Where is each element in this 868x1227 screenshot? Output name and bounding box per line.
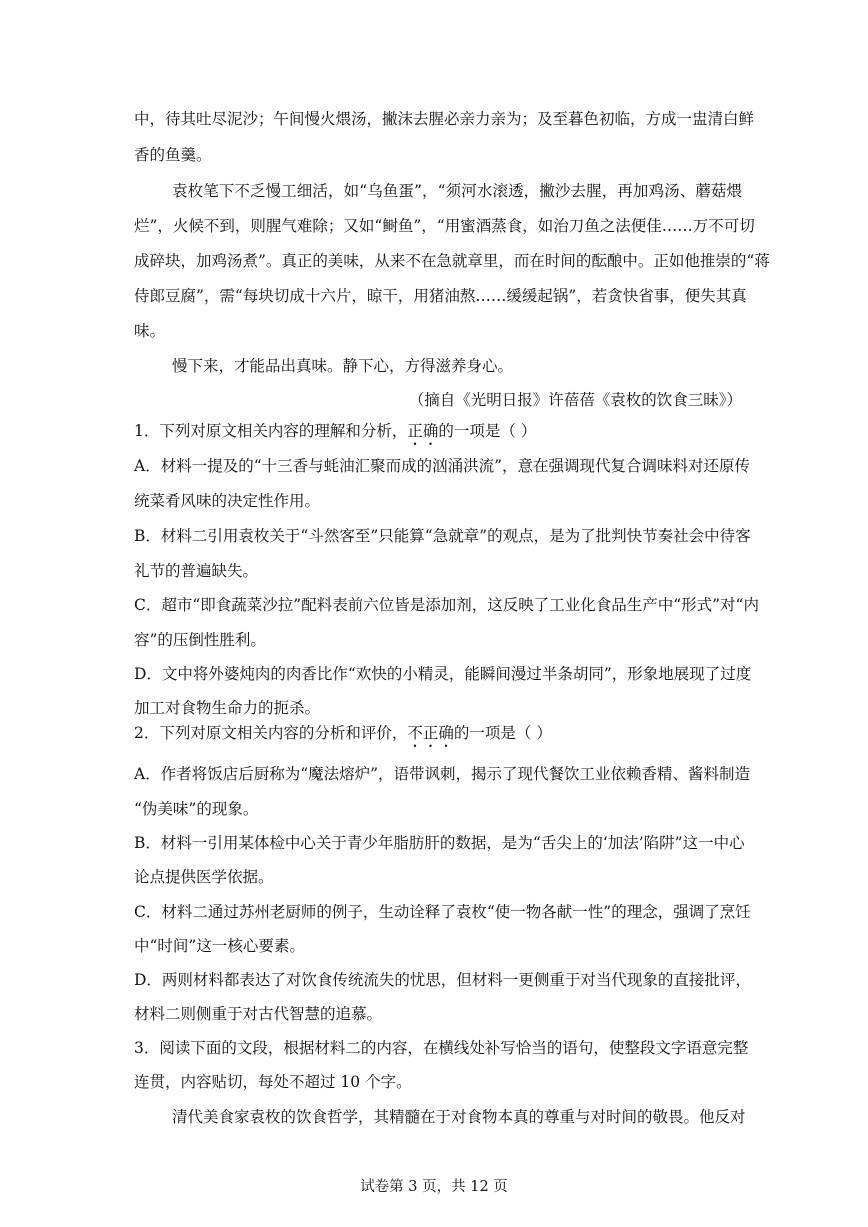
option-c-cont: 容”的压倒性胜利。 <box>134 631 266 649</box>
option-c: C．材料二通过苏州老厨师的例子，生动诠释了袁枚“使一物各献一性”的理念，强调了烹饪 <box>134 903 751 921</box>
source-citation: （摘自《光明日报》许蓓蓓《袁枚的饮食三昧》） <box>408 391 742 409</box>
text-line: 烂”，火候不到，则腥气难除；又如“鲥鱼”，“用蜜酒蒸食，如治刀鱼之法便佳……万不可切 <box>134 217 755 235</box>
option-c-cont: 中“时间”这一核心要素。 <box>134 937 305 955</box>
option-b: B．材料一引用某体检中心关于青少年脂肪肝的数据，是为“舌尖上的‘加法’陷阱”这一中心 <box>134 834 745 852</box>
text-line: 香的鱼羹。 <box>134 146 212 164</box>
page-footer: 试卷第 3 页，共 12 页 <box>360 1179 508 1195</box>
question-1-stem: 1．下列对原文相关内容的理解和分析，正确的一项是（ ） <box>134 422 537 440</box>
question-3-stem: 3．阅读下面的文段，根据材料二的内容，在横线处补写恰当的语句，使整段文字语意完整 <box>134 1039 749 1057</box>
option-d: D．两则材料都表达了对饮食传统流失的忧思，但材料一更侧重于对当代现象的直接批评， <box>134 971 751 989</box>
text-line: 慢下来，才能品出真味。静下心，方得滋养身心。 <box>172 357 514 375</box>
option-d-cont: 材料二则侧重于对古代智慧的追慕。 <box>134 1005 383 1023</box>
option-b: B．材料二引用袁枚关于“斗然客至”只能算“急就章”的观点，是为了批判快节奏社会中待客 <box>134 527 751 545</box>
option-b-cont: 礼节的普遍缺失。 <box>134 562 259 580</box>
text-line: 成碎块，加鸡汤煮”。真正的美味，从来不在急就章里，而在时间的酝酿中。正如他推崇的“蒋 <box>134 252 770 270</box>
question-3-stem-cont: 连贯，内容贴切，每处不超过 10 个字。 <box>134 1073 412 1091</box>
text-line: 味。 <box>134 322 166 340</box>
option-c: C．超市“即食蔬菜沙拉”配料表前六位皆是添加剂，这反映了工业化食品生产中“形式”对“内 <box>134 596 759 614</box>
option-a: A．材料一提及的“十三香与蚝油汇聚而成的汹涌洪流”，意在强调现代复合调味料对还原传 <box>134 457 751 475</box>
option-a-cont: 统菜肴风味的决定性作用。 <box>134 492 321 510</box>
passage-line: 清代美食家袁枚的饮食哲学，其精髓在于对食物本真的尊重与对时间的敬畏。他反对 <box>172 1108 746 1126</box>
option-b-cont: 论点提供医学依据。 <box>134 868 274 886</box>
text-line: 袁枚笔下不乏慢工细活，如“乌鱼蛋”，“须河水滚透，撇沙去腥，再加鸡汤、蘑菇煨 <box>172 182 742 200</box>
option-a: A．作者将饭店后厨称为“魔法熔炉”，语带讽刺，揭示了现代餐饮工业依赖香精、酱料制造 <box>134 765 751 783</box>
question-2-stem: 2．下列对原文相关内容的分析和评价，不正确的一项是（ ） <box>134 724 552 742</box>
text-line: 侍郎豆腐”，需“每块切成十六片，晾干，用猪油熬……缓缓起锅”，若贪快省事，便失其真 <box>134 287 747 305</box>
option-a-cont: “伪美味”的现象。 <box>134 800 259 818</box>
option-d-cont: 加工对食物生命力的扼杀。 <box>134 699 321 717</box>
option-d: D．文中将外婆炖肉的肉香比作“欢快的小精灵，能瞬间漫过半条胡同”，形象地展现了过度 <box>134 665 752 683</box>
text-line: 中，待其吐尽泥沙；午间慢火煨汤，撇沫去腥必亲力亲为；及至暮色初临，方成一盅清白鲜 <box>134 110 755 128</box>
